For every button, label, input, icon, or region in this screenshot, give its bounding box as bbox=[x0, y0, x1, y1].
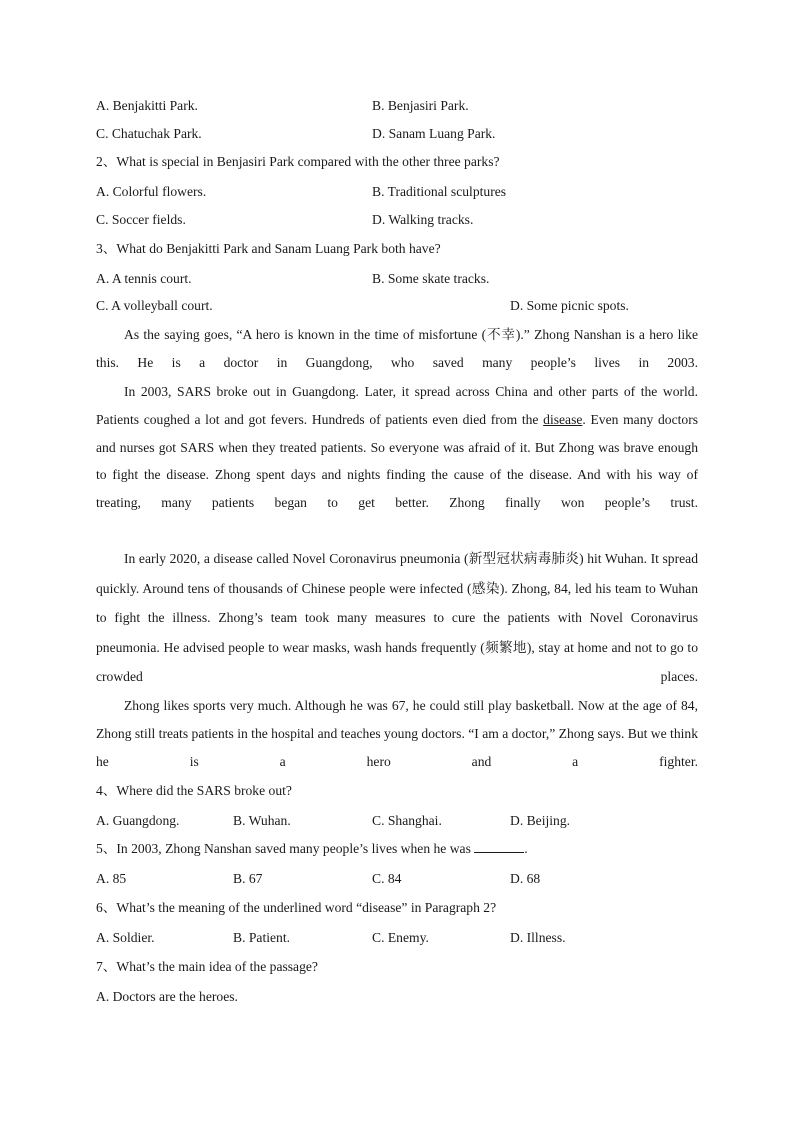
q3-option-b: B. Some skate tracks. bbox=[372, 271, 490, 286]
q3-option-c: C. A volleyball court. bbox=[96, 298, 213, 313]
q2-option-a: A. Colorful flowers. bbox=[96, 184, 207, 199]
passage-paragraph-4 bbox=[96, 692, 698, 775]
underlined-word-disease: disease bbox=[543, 411, 583, 427]
q6-option-d: D. Illness. bbox=[510, 930, 566, 945]
q6-option-a: A. Soldier. bbox=[96, 930, 155, 945]
passage-paragraph-1 bbox=[96, 321, 698, 377]
q6-option-c: C. Enemy. bbox=[372, 930, 429, 945]
q5-option-a: A. 85 bbox=[96, 871, 127, 886]
q5-option-b: B. 67 bbox=[233, 871, 263, 886]
paragraph-2-text-start: In 2003, SARS broke out in Guangdong. Later, it spread across China and other parts of the world. Patients coughed a lot and got fevers. Hundreds of patients even died from the bbox=[96, 384, 698, 427]
q1-option-d: D. Sanam Luang Park. bbox=[372, 126, 496, 141]
q3-stem: 3、What do Benjakitti Park and Sanam Luang Park both have? bbox=[96, 241, 441, 256]
answer-blank[interactable] bbox=[474, 840, 524, 853]
q5-option-c: C. 84 bbox=[372, 871, 402, 886]
q5-stem-period: . bbox=[524, 841, 528, 856]
paragraph-4-text: Zhong likes sports very much. Although he was 67, he could still play basketball. Now at the age of 84, Zhong still treats patients in the hospital and teaches young doctors. “I am a doctor,” Zhong says. But we think he is a hero and a fighter. bbox=[96, 698, 698, 769]
q1-option-a: A. Benjakitti Park. bbox=[96, 98, 198, 113]
q3-option-a: A. A tennis court. bbox=[96, 271, 192, 286]
q1-option-c: C. Chatuchak Park. bbox=[96, 126, 202, 141]
q4-option-b: B. Wuhan. bbox=[233, 813, 291, 828]
q5-stem-text: 5、In 2003, Zhong Nanshan saved many people’s lives when he was bbox=[96, 841, 471, 856]
q7-option-a: A. Doctors are the heroes. bbox=[96, 989, 238, 1004]
q2-option-d: D. Walking tracks. bbox=[372, 212, 474, 227]
passage-paragraph-2 bbox=[96, 378, 698, 517]
paragraph-2-text-end: . Even many doctors and nurses got SARS when they treated patients. So everyone was afraid of it. But Zhong was brave enough to fight the disease. Zhong spent days and nights finding the cause of the disease. And with his way of treating, many patients began to get better. Zhong finally won people’s trust. bbox=[96, 411, 699, 511]
q3-option-d: D. Some picnic spots. bbox=[510, 298, 629, 313]
q6-stem: 6、What’s the meaning of the underlined word “disease” in Paragraph 2? bbox=[96, 900, 497, 915]
passage-paragraph-3 bbox=[96, 544, 698, 692]
q5-option-d: D. 68 bbox=[510, 871, 541, 886]
q5-stem bbox=[96, 840, 528, 858]
q2-stem: 2、What is special in Benjasiri Park compared with the other three parks? bbox=[96, 154, 500, 169]
paragraph-3-text: In early 2020, a disease called Novel Coronavirus pneumonia (新型冠状病毒肺炎) hit Wuhan. It spread quickly. Around tens of thousands of Chinese people were infected (感染). Zhong, 84, led his team to Wuhan to fight the illness. Zhong’s team took many measures to cure the patients with Novel Coronavirus pneumonia. He advised people to wear masks, wash hands frequently (频繁地), stay at home and not to go to crowded places. bbox=[96, 551, 698, 684]
q2-option-b: B. Traditional sculptures bbox=[372, 184, 507, 199]
q4-option-c: C. Shanghai. bbox=[372, 813, 442, 828]
q4-option-a: A. Guangdong. bbox=[96, 813, 180, 828]
q1-option-b: B. Benjasiri Park. bbox=[372, 98, 469, 113]
q4-stem: 4、Where did the SARS broke out? bbox=[96, 783, 292, 798]
q6-option-b: B. Patient. bbox=[233, 930, 291, 945]
q2-option-c: C. Soccer fields. bbox=[96, 212, 186, 227]
q4-option-d: D. Beijing. bbox=[510, 813, 571, 828]
paragraph-1-text: As the saying goes, “A hero is known in the time of misfortune (不幸).” Zhong Nanshan is a hero like this. He is a doctor in Guangdong, who saved many people’s lives in 2003. bbox=[96, 327, 698, 370]
q7-stem: 7、What’s the main idea of the passage? bbox=[96, 959, 318, 974]
